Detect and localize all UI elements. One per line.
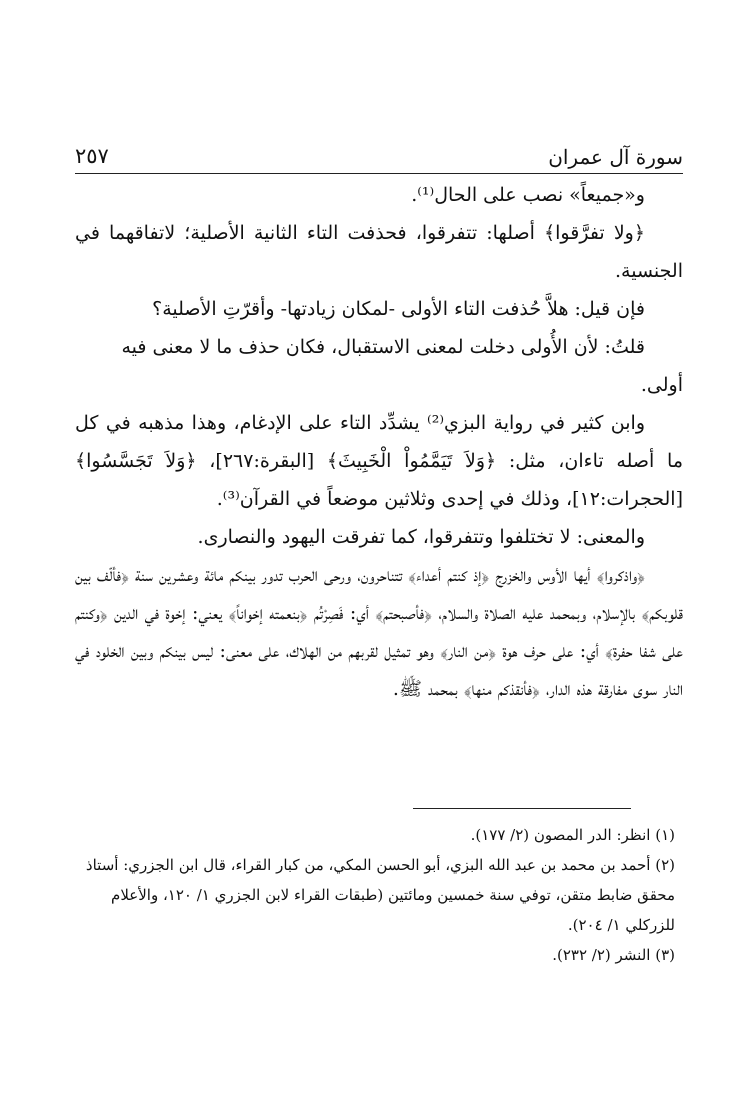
main-text [75, 176, 683, 708]
footnote-1: (١) انظر: الدر المصون (٢/ ١٧٧). [470, 826, 675, 844]
surah-title: سورة آل عمران [548, 145, 683, 169]
paragraph-udhkuru: ﴿واذكروا﴾ أيها الأوس والخزرج ﴿إذ كنتم أعداء﴾ تتناحرون، ورحى الحرب تدور بينكم مائة وعشرين سنة ﴿فألّف بين قلوبكم﴾ بالإسلام، وبمحمد عليه الصلاة والسلام، ﴿فأصبحتم﴾ أي: فَصِرْتُم ﴿بنعمته إخواناً﴾ يعني: إخوة في الدين ﴿وكنتم على شفا حفرة﴾ أي: على حرف هوة ﴿من النار﴾ وهو تمثيل لقربهم من الهلاك، على معنى: ليس بينكم وبين الخلود في النار سوى مفارقة هذه الدار، ﴿فأنقذكم منها﴾ بمحمد ﷺ. [75, 564, 683, 700]
paragraph-meaning: والمعنى: لا تختلفوا وتتفرقوا، كما تفرقت اليهود والنصارى. [197, 526, 645, 548]
paragraph-answer: قلتُ: لأن الأُولى دخلت لمعنى الاستقبال، فكان حذف ما لا معنى فيه أولى. [121, 336, 683, 396]
footnote-3: (٣) النشر (٢/ ٢٣٢). [552, 946, 675, 964]
paragraph-question: فإن قيل: هلاَّ حُذفت التاء الأولى -لمكان زيادتها- وأقرّتِ الأصلية؟ [152, 298, 645, 320]
paragraph-jamian: و«جميعاً» نصب على الحال⁽¹⁾. [411, 184, 645, 206]
paragraph-tafarraqu: ﴿ولا تفرَّقوا﴾ أصلها: تتفرقوا، فحذفت التاء الثانية الأصلية؛ لاتفاقهما في الجنسية. [75, 222, 683, 282]
paragraph-ibn-kathir: وابن كثير في رواية البزي⁽²⁾ يشدِّد التاء على الإدغام، وهذا مذهبه في كل ما أصله تاءان، مثل: ﴿وَلاَ تَيَمَّمُواْ الْخَبِيثَ﴾ [البقرة:٢٦٧]، ﴿وَلاَ تَجَسَّسُوا﴾ [الحجرات:١٢]، وذلك في إحدى وثلاثين موضعاً في القرآن⁽³⁾. [75, 412, 683, 510]
page-number: ٢٥٧ [75, 144, 109, 168]
footnote-divider [413, 808, 631, 809]
header-divider [75, 173, 683, 174]
footnote-2: (٢) أحمد بن محمد بن عبد الله البزي، أبو الحسن المكي، من كبار القراء، قال ابن الجزري: أستاذ محقق ضابط متقن، توفي سنة خمسين ومائتين (طبقات القراء لابن الجزري ١/ ١٢٠، والأعلام للزركلي ١/ ٢٠٤). [85, 856, 675, 934]
footnotes [75, 820, 683, 970]
page-header [75, 135, 683, 175]
